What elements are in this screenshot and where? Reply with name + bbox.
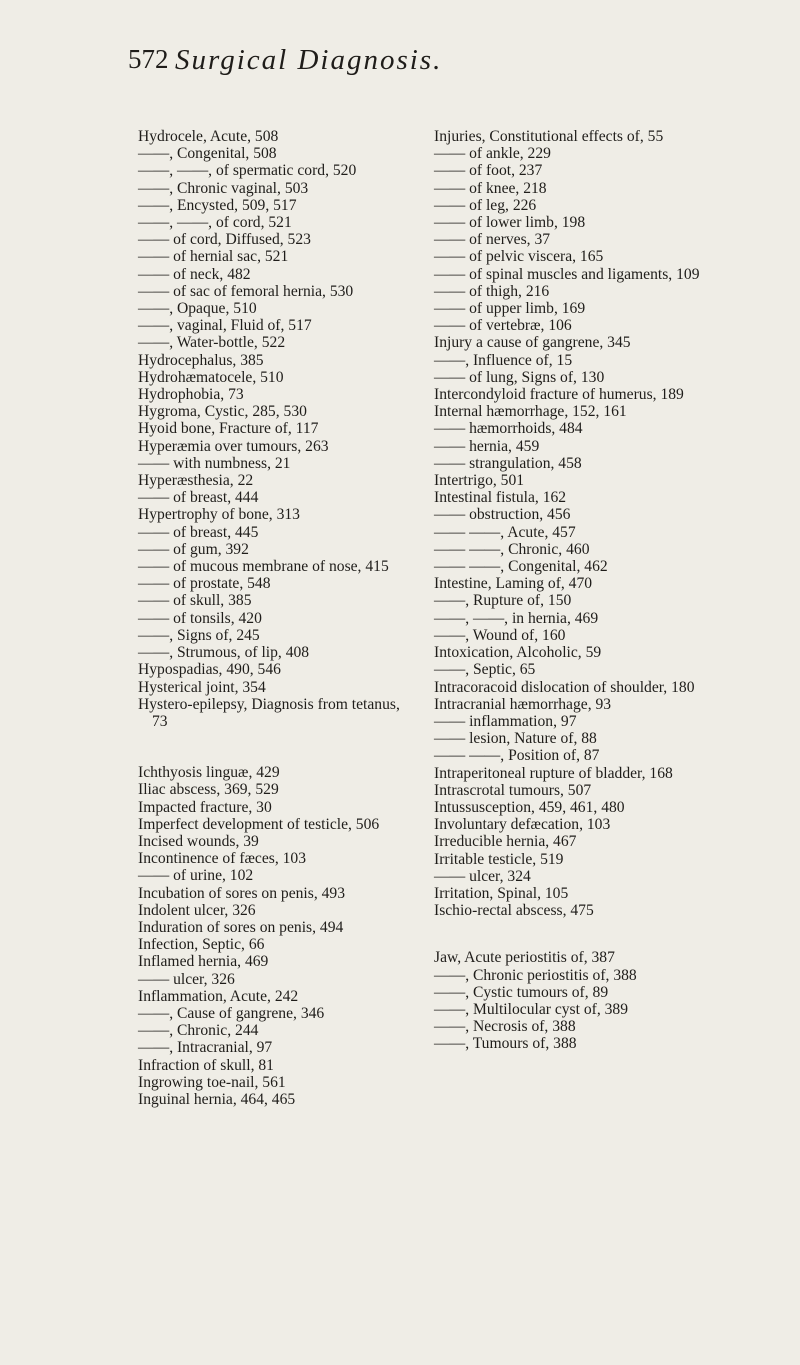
group-separator (434, 919, 719, 949)
index-entry: Irreducible hernia, 467 (434, 833, 577, 851)
index-entry: Indolent ulcer, 326 (138, 901, 256, 919)
index-entry: Hystero-epilepsy, Diagnosis from tetanus, 73 (138, 695, 404, 730)
index-entry: Injury a cause of gangrene, 345 (434, 334, 631, 352)
index-entry: —— of skull, 385 (138, 592, 252, 610)
index-entry: ——, Multilocular cyst of, 389 (434, 1000, 629, 1018)
index-entry: Intracoracoid dislocation of shoulder, 180 (434, 678, 695, 696)
index-entry: —— of foot, 237 (434, 162, 543, 180)
index-entry: ——, Congenital, 508 (138, 145, 277, 163)
index-entry: Involuntary defæcation, 103 (434, 816, 611, 834)
index-entry: —— ulcer, 326 (138, 970, 235, 988)
index-entry: —— of sac of femoral hernia, 530 (138, 282, 354, 300)
index-entry: —— of leg, 226 (434, 196, 537, 214)
index-entry: Hydrocephalus, 385 (138, 351, 264, 369)
index-entry: Imperfect development of testicle, 506 (138, 815, 380, 833)
index-entry: —— of breast, 444 (138, 489, 259, 507)
index-entry: Inflammation, Acute, 242 (138, 987, 299, 1005)
index-entry: —— of tonsils, 420 (138, 609, 262, 627)
index-entry: ——, ——, in hernia, 469 (434, 609, 599, 627)
index-entry: ——, Cause of gangrene, 346 (138, 1004, 325, 1022)
index-entry: ——, Influence of, 15 (434, 351, 573, 369)
index-entry: ——, Cystic tumours of, 89 (434, 983, 609, 1001)
index-entry: Intestinal fistula, 162 (434, 489, 567, 507)
index-entry: Ichthyosis linguæ, 429 (138, 764, 280, 782)
index-entry: Intestine, Laming of, 470 (434, 575, 593, 593)
index-entry: Hyperæmia over tumours, 263 (138, 437, 329, 455)
index-entry: Intussusception, 459, 461, 480 (434, 798, 625, 816)
index-entry: ——, Chronic vaginal, 503 (138, 179, 309, 197)
index-column-left (138, 128, 408, 1108)
index-entry: —— strangulation, 458 (434, 454, 582, 472)
index-entry: —— of breast, 445 (138, 523, 259, 541)
index-entry: ——, Wound of, 160 (434, 626, 566, 644)
index-entry: Intrascrotal tumours, 507 (434, 781, 592, 799)
index-entry: —— of urine, 102 (138, 867, 254, 885)
index-entry: —— ——, Position of, 87 (434, 747, 600, 765)
index-group-h (138, 128, 408, 730)
index-entry: —— ——, Congenital, 462 (434, 558, 608, 576)
index-entry: —— of lung, Signs of, 130 (434, 368, 605, 386)
index-entry: ——, Chronic periostitis of, 388 (434, 966, 637, 984)
index-entry: —— with numbness, 21 (138, 454, 291, 472)
index-entry: —— of lower limb, 198 (434, 214, 586, 232)
index-entry: Inflamed hernia, 469 (138, 953, 269, 971)
index-entry: ——, Chronic, 244 (138, 1022, 259, 1040)
page-header (0, 44, 800, 84)
index-entry: Intertrigo, 501 (434, 472, 525, 490)
index-entry: —— of ankle, 229 (434, 145, 551, 163)
index-entry: —— ——, Acute, 457 (434, 523, 576, 541)
index-entry: —— of thigh, 216 (434, 282, 550, 300)
index-entry: Ischio-rectal abscess, 475 (434, 902, 594, 920)
index-entry: ——, Necrosis of, 388 (434, 1018, 576, 1036)
index-entry: ——, ——, of spermatic cord, 520 (138, 162, 357, 180)
index-entry: Incontinence of fæces, 103 (138, 850, 307, 868)
index-entry: —— of vertebræ, 106 (434, 317, 572, 335)
index-entry: ——, Encysted, 509, 517 (138, 196, 297, 214)
index-entry: —— of upper limb, 169 (434, 300, 586, 318)
index-entry: ——, Signs of, 245 (138, 626, 260, 644)
index-column-right (434, 128, 719, 1053)
index-entry: Hypertrophy of bone, 313 (138, 506, 300, 524)
index-entry: —— inflammation, 97 (434, 712, 577, 730)
index-entry: —— ——, Chronic, 460 (434, 540, 590, 558)
index-entry: ——, Water-bottle, 522 (138, 334, 286, 352)
index-entry: —— of pelvic viscera, 165 (434, 248, 604, 266)
index-entry: Infection, Septic, 66 (138, 936, 265, 954)
index-entry: Hypospadias, 490, 546 (138, 661, 281, 679)
index-entry: Hydrocele, Acute, 508 (138, 128, 279, 145)
index-entry: Iliac abscess, 369, 529 (138, 781, 279, 799)
index-entry: Intercondyloid fracture of humerus, 189 (434, 386, 684, 404)
running-title: Surgical Diagnosis. (175, 44, 443, 76)
index-entry: —— of mucous membrane of nose, 415 (138, 558, 389, 576)
index-entry: Irritation, Spinal, 105 (434, 884, 569, 902)
index-entry: —— of hernial sac, 521 (138, 248, 289, 266)
index-entry: Hygroma, Cystic, 285, 530 (138, 403, 307, 421)
index-entry: ——, vaginal, Fluid of, 517 (138, 317, 312, 335)
index-entry: ——, Tumours of, 388 (434, 1035, 577, 1053)
index-entry: —— of prostate, 548 (138, 575, 271, 593)
index-entry: —— hæmorrhoids, 484 (434, 420, 583, 438)
index-entry: Intraperitoneal rupture of bladder, 168 (434, 764, 673, 782)
page-number: 572 (128, 44, 169, 74)
index-entry: Incised wounds, 39 (138, 832, 259, 850)
index-entry: ——, ——, of cord, 521 (138, 214, 292, 232)
index-entry: —— of gum, 392 (138, 540, 249, 558)
index-entry: Inguinal hernia, 464, 465 (138, 1090, 296, 1108)
index-entry: Induration of sores on penis, 494 (138, 918, 344, 936)
index-entry: ——, Rupture of, 150 (434, 592, 572, 610)
index-group-i-continued (434, 128, 719, 919)
index-entry: —— of spinal muscles and ligaments, 109 (434, 265, 700, 283)
index-entry: Jaw, Acute periostitis of, 387 (434, 949, 615, 967)
index-entry: Hydrophobia, 73 (138, 386, 244, 404)
index-entry: —— lesion, Nature of, 88 (434, 730, 597, 748)
index-entry: Ingrowing toe-nail, 561 (138, 1073, 286, 1091)
index-entry: ——, Intracranial, 97 (138, 1039, 273, 1057)
index-entry: —— of neck, 482 (138, 265, 251, 283)
index-entry: Injuries, Constitutional effects of, 55 (434, 128, 664, 145)
index-entry: Intracranial hæmorrhage, 93 (434, 695, 612, 713)
index-group-i (138, 764, 408, 1108)
index-entry: Hyoid bone, Fracture of, 117 (138, 420, 319, 438)
index-entry: Hydrohæmatocele, 510 (138, 368, 284, 386)
index-group-j (434, 949, 719, 1052)
index-entry: ——, Strumous, of lip, 408 (138, 644, 310, 662)
index-entry: ——, Septic, 65 (434, 661, 536, 679)
group-separator (138, 730, 408, 764)
index-entry: —— of nerves, 37 (434, 231, 551, 249)
index-entry: —— hernia, 459 (434, 437, 540, 455)
index-entry: Irritable testicle, 519 (434, 850, 564, 868)
index-entry: Impacted fracture, 30 (138, 798, 272, 816)
index-entry: —— of knee, 218 (434, 179, 547, 197)
index-entry: Hyperæsthesia, 22 (138, 472, 254, 490)
index-entry: —— ulcer, 324 (434, 867, 531, 885)
index-entry: ——, Opaque, 510 (138, 300, 257, 318)
index-entry: —— obstruction, 456 (434, 506, 571, 524)
index-entry: —— of cord, Diffused, 523 (138, 231, 311, 249)
index-entry: Intoxication, Alcoholic, 59 (434, 644, 602, 662)
index-entry: Hysterical joint, 354 (138, 678, 266, 696)
index-entry: Infraction of skull, 81 (138, 1056, 274, 1074)
index-entry: Incubation of sores on penis, 493 (138, 884, 346, 902)
index-entry: Internal hæmorrhage, 152, 161 (434, 403, 627, 421)
